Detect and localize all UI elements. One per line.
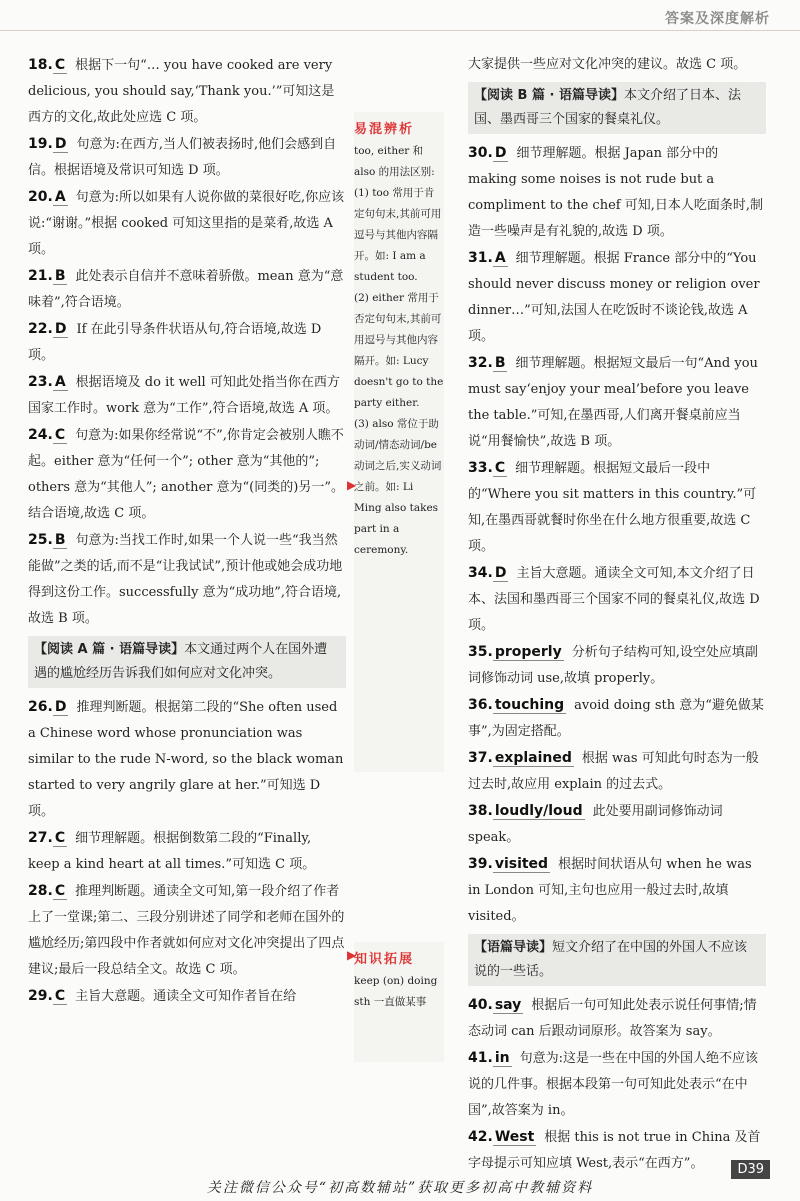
question-number: 37. — [468, 750, 493, 766]
side-panel-confusables — [354, 112, 444, 772]
question-number: 33. — [468, 460, 493, 476]
question-number: 29. — [28, 988, 53, 1004]
question-number: 27. — [28, 830, 53, 846]
explanation-text: 细节理解题。根据短文最后一段中的“Where you sit matters in this country.”可知,在墨西哥就餐时你坐在什么地方很重要,故选 C 项。 — [468, 461, 757, 554]
explanation-text: 此处表示自信并不意味着骄傲。mean 意为“意味着”,符合语境。 — [28, 269, 344, 310]
answer-item — [468, 245, 766, 350]
answer-key: C — [54, 883, 66, 899]
answer-key: B — [494, 355, 506, 371]
answer-item — [468, 639, 766, 692]
arrow-icon: ▶ — [347, 948, 357, 962]
answer-item — [28, 131, 346, 184]
explanation-text: avoid doing sth 意为“避免做某事”,为固定搭配。 — [468, 698, 764, 739]
explanation-text: If 在此引导条件状语从句,符合语境,故选 D 项。 — [28, 322, 322, 363]
question-number: 28. — [28, 883, 53, 899]
guide-a-text: 本文通过两个人在国外遭遇的尴尬经历告诉我们如何应对文化冲突。 — [34, 642, 328, 681]
answer-item — [468, 992, 766, 1045]
explanation-text: 根据时间状语从句 when he was in London 可知,主句也应用一般过去时,故填 visited。 — [468, 857, 752, 924]
explanation-text: 主旨大意题。通读全文可知作者旨在给 — [75, 989, 297, 1004]
page-number: D39 — [731, 1160, 770, 1179]
question-number: 18. — [28, 57, 53, 73]
explanation-text: 根据下一句“… you have cooked are very delicious, you should say,‘Thank you.’”可知这是西方的文化,故此处应选 C 项。 — [28, 58, 335, 125]
explanation-text: 根据 this is not true in China 及首字母提示可知应填 West,表示“在西方”。 — [468, 1130, 761, 1171]
answer-key: C — [54, 830, 66, 846]
guide-a-title: 【阅读 A 篇 · 语篇导读】 — [34, 642, 185, 657]
answer-item — [468, 455, 766, 560]
right-answer-list-2 — [468, 992, 766, 1177]
right-answer-list — [468, 140, 766, 930]
question-number: 34. — [468, 565, 493, 581]
explanation-text: 细节理解题。根据 France 部分中的“You should never discuss money or religion over dinner…”可知,法国人在吃饭时不谈论钱,故选 A 项。 — [468, 251, 760, 344]
explanation-text: 句意为:如果你经常说“不”,你肯定会被别人瞧不起。either 意为“任何一个”; other 意为“其他的”; others 意为“其他人”; another 意为“(同类的)另一”。结合语境,故选 C 项。 — [28, 428, 344, 521]
question-number: 41. — [468, 1050, 493, 1066]
explanation-text: 此处要用副词修饰动词 speak。 — [468, 804, 723, 845]
left-answer-list-2 — [28, 694, 346, 1010]
answer-item — [28, 527, 346, 632]
answer-key: D — [54, 699, 67, 715]
explanation-text: 推理判断题。通读全文可知,第一段介绍了作者上了一堂课;第二、三段分别讲述了同学和老师在国外的尴尬经历;第四段中作者就如何应对文化冲突提出了四点建议;最后一段总结全文。故选 C 项。 — [28, 884, 345, 977]
question-number: 38. — [468, 803, 493, 819]
side-title-confusables: 易混辨析 — [354, 122, 415, 137]
answer-key: B — [54, 268, 66, 284]
guide-c-title: 【语篇导读】 — [474, 940, 553, 955]
question-number: 42. — [468, 1129, 493, 1145]
explanation-text: 句意为:在西方,当人们被表扬时,他们会感到自信。根据语境及常识可知选 D 项。 — [28, 137, 337, 178]
question-number: 39. — [468, 856, 493, 872]
explanation-text: 句意为:当找工作时,如果一个人说一些“我当然能做”之类的话,而不是“让我试试”,预计他或她会成功地得到这份工作。successfully 意为“成功地”,符合语境,故选 B 项。 — [28, 533, 343, 626]
answer-key: C — [54, 427, 66, 443]
answer-key: D — [494, 145, 507, 161]
left-answer-list — [28, 52, 346, 632]
guide-b-text: 本文介绍了日本、法国、墨西哥三个国家的餐桌礼仪。 — [474, 88, 741, 127]
answer-item — [468, 1045, 766, 1124]
explanation-text: 根据语境及 do it well 可知此处指当你在西方国家工作时。work 意为“工作”,符合语境,故选 A 项。 — [28, 375, 340, 416]
answer-key: A — [54, 189, 66, 205]
right-top-text: 大家提供一些应对文化冲突的建议。故选 C 项。 — [468, 57, 747, 72]
answer-item — [28, 825, 346, 878]
answer-item — [468, 560, 766, 639]
answer-key: in — [494, 1050, 510, 1066]
answer-item — [28, 184, 346, 263]
answer-key: A — [494, 250, 506, 266]
explanation-text: 分析句子结构可知,设空处应填副词修饰动词 use,故填 properly。 — [468, 645, 758, 686]
answer-item — [28, 422, 346, 527]
explanation-text: 根据后一句可知此处表示说任何事情;情态动词 can 后跟动词原形。故答案为 say。 — [468, 998, 757, 1039]
answer-item — [468, 851, 766, 930]
explanation-text: 句意为:所以如果有人说你做的菜很好吃,你应该说:“谢谢。”根据 cooked 可知这里指的是菜肴,故选 A 项。 — [28, 190, 345, 257]
question-number: 40. — [468, 997, 493, 1013]
side-note-line: (1) too 常用于肯定句句末,其前可用逗号与其他内容隔开。如: I am a student too. — [354, 187, 442, 283]
question-number: 20. — [28, 189, 53, 205]
question-number: 26. — [28, 699, 53, 715]
side-panel-extension — [354, 942, 444, 1062]
guide-passage — [468, 934, 766, 986]
explanation-text: 推理判断题。根据第二段的“She often used a Chinese word whose pronunciation was similar to the rude N-word, so the black woman started to very angrily glare at her.”可知选 D 项。 — [28, 700, 344, 819]
answer-item — [28, 52, 346, 131]
side-confusables-text — [354, 141, 444, 561]
question-number: 24. — [28, 427, 53, 443]
question-number: 22. — [28, 321, 53, 337]
answer-key: West — [494, 1129, 535, 1145]
left-column — [28, 52, 346, 1010]
guide-c-text: 短文介绍了在中国的外国人不应该说的一些话。 — [474, 940, 748, 979]
answer-key: C — [54, 988, 66, 1004]
question-number: 25. — [28, 532, 53, 548]
answer-key: D — [54, 136, 67, 152]
answer-key: A — [54, 374, 66, 390]
answer-key: explained — [494, 750, 572, 766]
answer-item — [468, 692, 766, 745]
side-note-line: too, either 和 also 的用法区别: — [354, 145, 435, 178]
right-column — [468, 52, 766, 1177]
side-note-line: (2) either 常用于否定句句末,其前可用逗号与其他内容隔开。如: Lucy doesn't go to the party either. — [354, 292, 444, 409]
explanation-text: 细节理解题。根据短文最后一句“And you must say‘enjoy your meal’before you leave the table.”可知,在墨西哥,人们离开餐桌前应当说“用餐愉快”,故选 B 项。 — [468, 356, 758, 449]
guide-reading-b — [468, 82, 766, 134]
answer-key: touching — [494, 697, 565, 713]
side-note-line: keep (on) doing sth 一直做某事 — [354, 975, 438, 1008]
answer-item — [28, 694, 346, 825]
answer-item — [468, 798, 766, 851]
explanation-text: 细节理解题。根据倒数第二段的“Finally, keep a kind heart at all times.”可知选 C 项。 — [28, 831, 316, 872]
side-extension-text — [354, 971, 444, 1013]
answer-key: C — [54, 57, 66, 73]
explanation-text: 主旨大意题。通读全文可知,本文介绍了日本、法国和墨西哥三个国家不同的餐桌礼仪,故选 D 项。 — [468, 566, 760, 633]
answer-item — [468, 745, 766, 798]
answer-item — [468, 1124, 766, 1177]
answer-item — [28, 263, 346, 316]
answer-item — [468, 140, 766, 245]
answer-key: visited — [494, 856, 549, 872]
answer-item — [28, 983, 346, 1010]
answer-item — [28, 878, 346, 983]
question-number: 21. — [28, 268, 53, 284]
question-number: 31. — [468, 250, 493, 266]
answer-item — [468, 350, 766, 455]
question-number: 32. — [468, 355, 493, 371]
question-number: 30. — [468, 145, 493, 161]
footer-note: 关注微信公众号“初高数辅站”获取更多初高中教辅资料 — [206, 1180, 594, 1196]
answer-key: C — [494, 460, 506, 476]
side-note-line: (3) also 常位于助动词/情态动词/be 动词之后,实义动词之前。如: Li Ming also takes part in a ceremony. — [354, 418, 442, 556]
question-number: 36. — [468, 697, 493, 713]
answer-key: B — [54, 532, 66, 548]
page-header-title: 答案及深度解析 — [665, 11, 770, 27]
explanation-text: 根据 was 可知此句时态为一般过去时,故应用 explain 的过去式。 — [468, 751, 759, 792]
explanation-text: 句意为:这是一些在中国的外国人绝不应该说的几件事。根据本段第一句可知此处表示“在中国”,故答案为 in。 — [468, 1051, 758, 1118]
answer-item — [28, 316, 346, 369]
header-divider — [0, 30, 800, 31]
answer-key: loudly/loud — [494, 803, 583, 819]
question-number: 35. — [468, 644, 493, 660]
guide-b-title: 【阅读 B 篇 · 语篇导读】 — [474, 88, 624, 103]
answer-key: properly — [494, 644, 562, 660]
question-number: 19. — [28, 136, 53, 152]
answer-key: D — [494, 565, 507, 581]
arrow-icon: ▶ — [347, 478, 357, 492]
answer-key: D — [54, 321, 67, 337]
explanation-text: 细节理解题。根据 Japan 部分中的 making some noises is not rude but a compliment to the chef 可知,日本人吃面条时,制造一些噪声是有礼貌的,故选 D 项。 — [468, 146, 763, 239]
side-title-extension: 知识拓展 — [354, 952, 415, 967]
answer-item — [28, 369, 346, 422]
answer-key: say — [494, 997, 522, 1013]
question-number: 23. — [28, 374, 53, 390]
guide-reading-a — [28, 636, 346, 688]
